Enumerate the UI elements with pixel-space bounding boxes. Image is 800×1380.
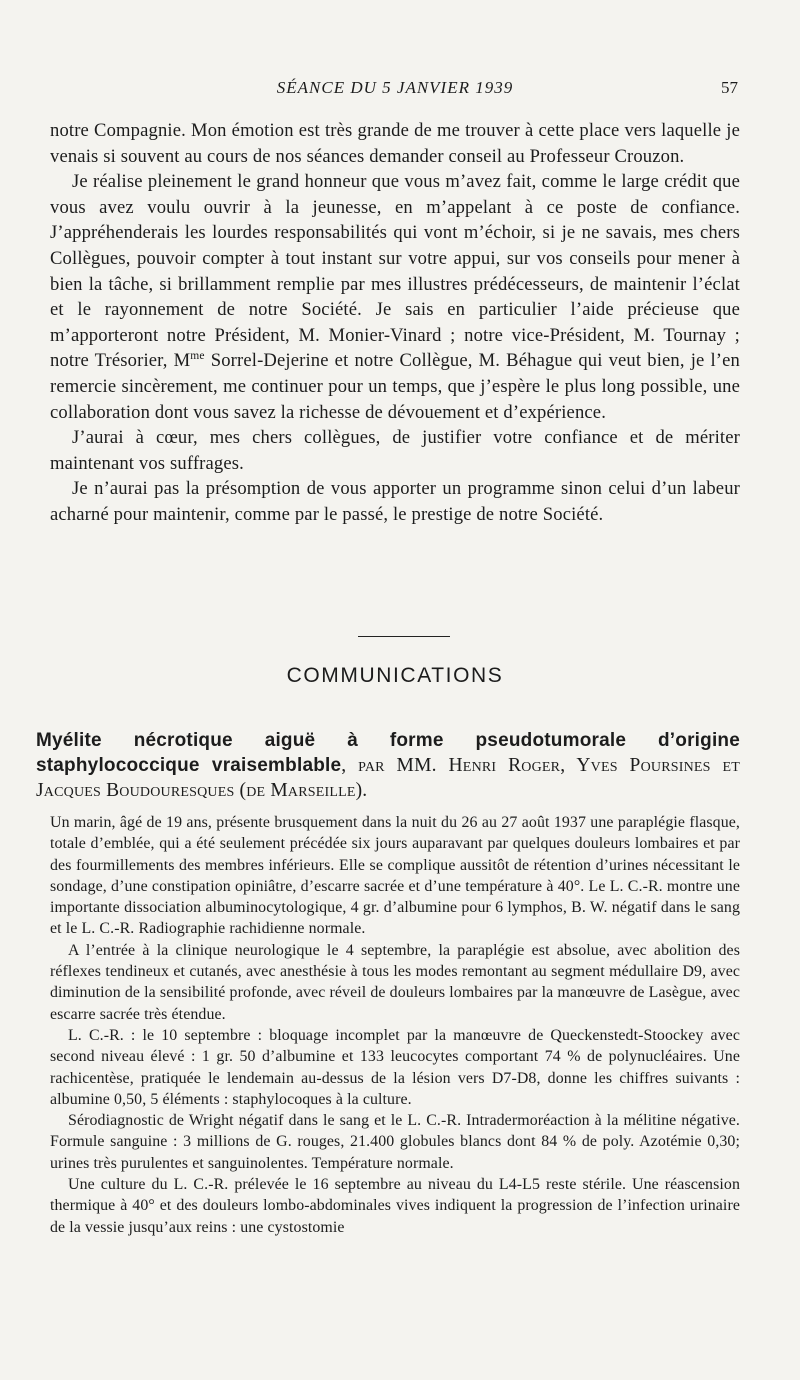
section-heading: COMMUNICATIONS [286, 664, 504, 687]
intro-paragraph-2-tail: Sorrel-Dejerine et notre Collègue, M. Béhague qui veut bien, je l’en remercie sincèrement, me continuer pour un temps, que j’espère le plus long possible, une collaboration dont vous savez la richesse de dévouement et d’expérience. [50, 350, 740, 423]
intro-paragraph-3: J’aurai à cœur, mes chers collègues, de justifier votre confiance et de mériter maintenant vos suffrages. [50, 427, 740, 474]
intro-paragraph-1: notre Compagnie. Mon émotion est très grande de me trouver à cette place vers laquelle je venais si souvent au cours de nos séances demander conseil au Professeur Crouzon. [50, 120, 740, 167]
intro-text [50, 118, 740, 528]
article-body [50, 812, 740, 1238]
article-paragraph-5: Une culture du L. C.-R. prélevée le 16 septembre au niveau du L4-L5 reste stérile. Une réascension thermique à 40° et des douleurs lombo-abdominales vives indiquent la progression de l’infection urinaire de la vessie jusqu’aux reins : une cystostomie [50, 1176, 740, 1236]
article-paragraph-4: Sérodiagnostic de Wright négatif dans le sang et le L. C.-R. Intradermoréaction à la mélitine négative. Formule sanguine : 3 millions de G. rouges, 21.400 globules blancs dont 84 % de poly. Azotémie 0,30; urines très purulentes et sanguinolentes. Température normale. [50, 1112, 740, 1172]
intro-paragraph-4: Je n’aurai pas la présomption de vous apporter un programme sinon celui d’un labeur acharné pour maintenir, comme par le passé, le prestige de notre Société. [50, 478, 740, 525]
article-paragraph-3: L. C.-R. : le 10 septembre : bloquage incomplet par la manœuvre de Queckenstedt-Stoockey avec second niveau élevé : 1 gr. 50 d’albumine et 133 leucocytes comportant 74 % de polynucléaires. Une rachicentèse, pratiquée le lendemain au-dessus de la lésion vers D7-D8, donne les chiffres suivants : albumine 0,50, 5 éléments : staphylocoques à la culture. [50, 1026, 740, 1108]
section-divider [358, 636, 450, 637]
article-title [36, 728, 740, 803]
article-authors: , par MM. Henri Roger, Yves Poursines et Jacques Boudouresques (de Marseille). [36, 755, 740, 801]
superscript-me: me [190, 350, 205, 363]
article-title-bold: Myélite nécrotique aiguë à forme pseudotumorale d’origine staphylococcique vraisemblable [36, 730, 740, 776]
intro-paragraph-2 [50, 169, 740, 425]
page-number: 57 [721, 78, 738, 97]
article-header [36, 728, 740, 803]
intro-paragraph-2-text: Je réalise pleinement le grand honneur que vous m’avez fait, comme le large crédit que vous avez voulu ouvrir à la jeunesse, en m’appelant à ce poste de confiance. J’appréhenderais les lourdes responsabilités qui vont m’échoir, si je ne savais, mes chers Collègues, pouvoir compter à tout instant sur votre appui, sur vos conseils pour mener à bien la tâche, si brillamment remplie par mes illustres prédécesseurs, de maintenir l’éclat et le rayonnement de notre Société. Je sais en particulier l’aide précieuse que m’apporteront notre Président, M. Monier-Vinard ; notre vice-Président, M. Tournay ; notre Trésorier, M [50, 171, 740, 372]
running-title: SÉANCE DU 5 JANVIER 1939 [276, 78, 514, 97]
article-paragraph-1: Un marin, âgé de 19 ans, présente brusquement dans la nuit du 26 au 27 août 1937 une paraplégie flasque, totale d’emblée, qui a été seulement précédée six jours auparavant par quelques douleurs lombaires et par des fourmillements des membres inférieurs. Elle se complique aussitôt de rétention d’urines nécessitant le sondage, d’une constipation opiniâtre, d’escarre sacrée et d’une température à 40°. Le L. C.-R. montre une importante dissociation albuminocytologique, 4 gr. d’albumine pour 6 lymphos, B. W. négatif dans le sang et le L. C.-R. Radiographie rachidienne normale. [50, 814, 740, 938]
running-head [50, 78, 740, 102]
article-paragraph-2: A l’entrée à la clinique neurologique le 4 septembre, la paraplégie est absolue, avec abolition des réflexes tendineux et cutanés, avec anesthésie à tous les modes remontant au segment médullaire D9, avec diminution de la sensibilité profonde, avec réveil de douleurs lombaires par la manœuvre de Lasègue, avec escarre sacrée très étendue. [50, 941, 740, 1023]
